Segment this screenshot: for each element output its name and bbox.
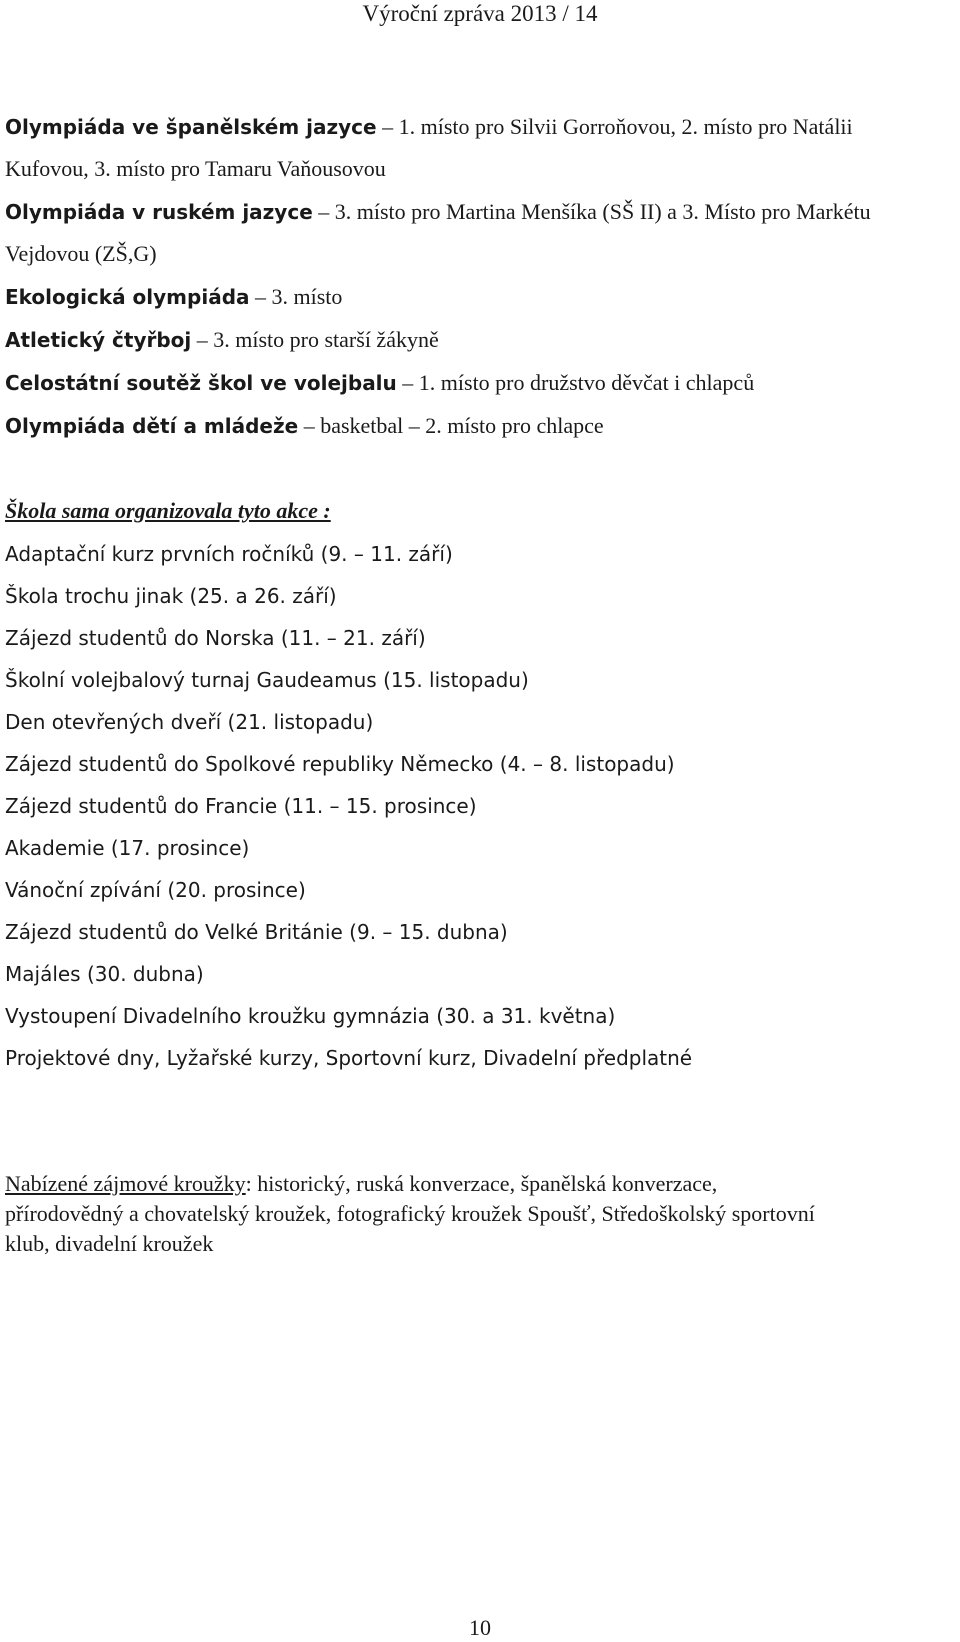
event-item: Majáles (30. dubna) [5, 962, 204, 986]
result-line [5, 155, 386, 183]
competition-name: Olympiáda ve španělském jazyce [5, 115, 377, 139]
result-text: Vejdovou (ZŠ,G) [5, 241, 157, 266]
clubs-label: Nabízené zájmové kroužky [5, 1171, 246, 1196]
clubs-line: přírodovědný a chovatelský kroužek, fotografický kroužek Spoušť, Středoškolský sportovní [5, 1201, 815, 1226]
event-item: Zájezd studentů do Norska (11. – 21. září) [5, 626, 426, 650]
event-item: Vánoční zpívání (20. prosince) [5, 878, 306, 902]
result-line [5, 369, 754, 397]
clubs-text: : historický, ruská konverzace, španělská konverzace, [245, 1171, 718, 1196]
result-line [5, 412, 604, 440]
result-line [5, 283, 342, 311]
event-item: Zájezd studentů do Velké Británie (9. – 15. dubna) [5, 920, 508, 944]
event-item: Vystoupení Divadelního kroužku gymnázia (30. a 31. května) [5, 1004, 616, 1028]
event-item: Škola trochu jinak (25. a 26. září) [5, 584, 337, 608]
result-text: – 3. místo pro Martina Menšíka (SŠ II) a 3. Místo pro Markétu [312, 199, 871, 224]
result-line [5, 240, 157, 268]
event-item: Zájezd studentů do Francie (11. – 15. prosince) [5, 794, 477, 818]
page-number: 10 [469, 1615, 491, 1640]
page-header: Výroční zpráva 2013 / 14 [362, 1, 598, 26]
competition-name: Celostátní soutěž škol ve volejbalu [5, 371, 397, 395]
result-line [5, 326, 439, 354]
result-text: Kufovou, 3. místo pro Tamaru Vaňousovou [5, 156, 386, 181]
competition-name: Atletický čtyřboj [5, 328, 192, 352]
event-item: Projektové dny, Lyžařské kurzy, Sportovní kurz, Divadelní předplatné [5, 1046, 693, 1070]
event-item: Den otevřených dveří (21. listopadu) [5, 710, 374, 734]
competition-name: Olympiáda v ruském jazyce [5, 200, 313, 224]
result-line [5, 198, 871, 226]
result-text: – 1. místo pro Silvii Gorroňovou, 2. místo pro Natálii [376, 114, 853, 139]
clubs-line: klub, divadelní kroužek [5, 1231, 214, 1256]
result-line [5, 113, 853, 141]
event-item: Adaptační kurz prvních ročníků (9. – 11. září) [5, 542, 453, 566]
result-text: – 1. místo pro družstvo děvčat i chlapců [396, 370, 755, 395]
events-section-title: Škola sama organizovala tyto akce : [5, 498, 331, 523]
event-item: Zájezd studentů do Spolkové republiky Německo (4. – 8. listopadu) [5, 752, 675, 776]
event-item: Školní volejbalový turnaj Gaudeamus (15. listopadu) [5, 668, 529, 692]
event-item: Akademie (17. prosince) [5, 836, 250, 860]
result-text: – 3. místo pro starší žákyně [191, 327, 439, 352]
competition-name: Ekologická olympiáda [5, 285, 250, 309]
result-text: – 3. místo [249, 284, 343, 309]
result-text: – basketbal – 2. místo pro chlapce [298, 413, 604, 438]
competition-name: Olympiáda dětí a mládeže [5, 414, 299, 438]
clubs-line [5, 1170, 717, 1198]
